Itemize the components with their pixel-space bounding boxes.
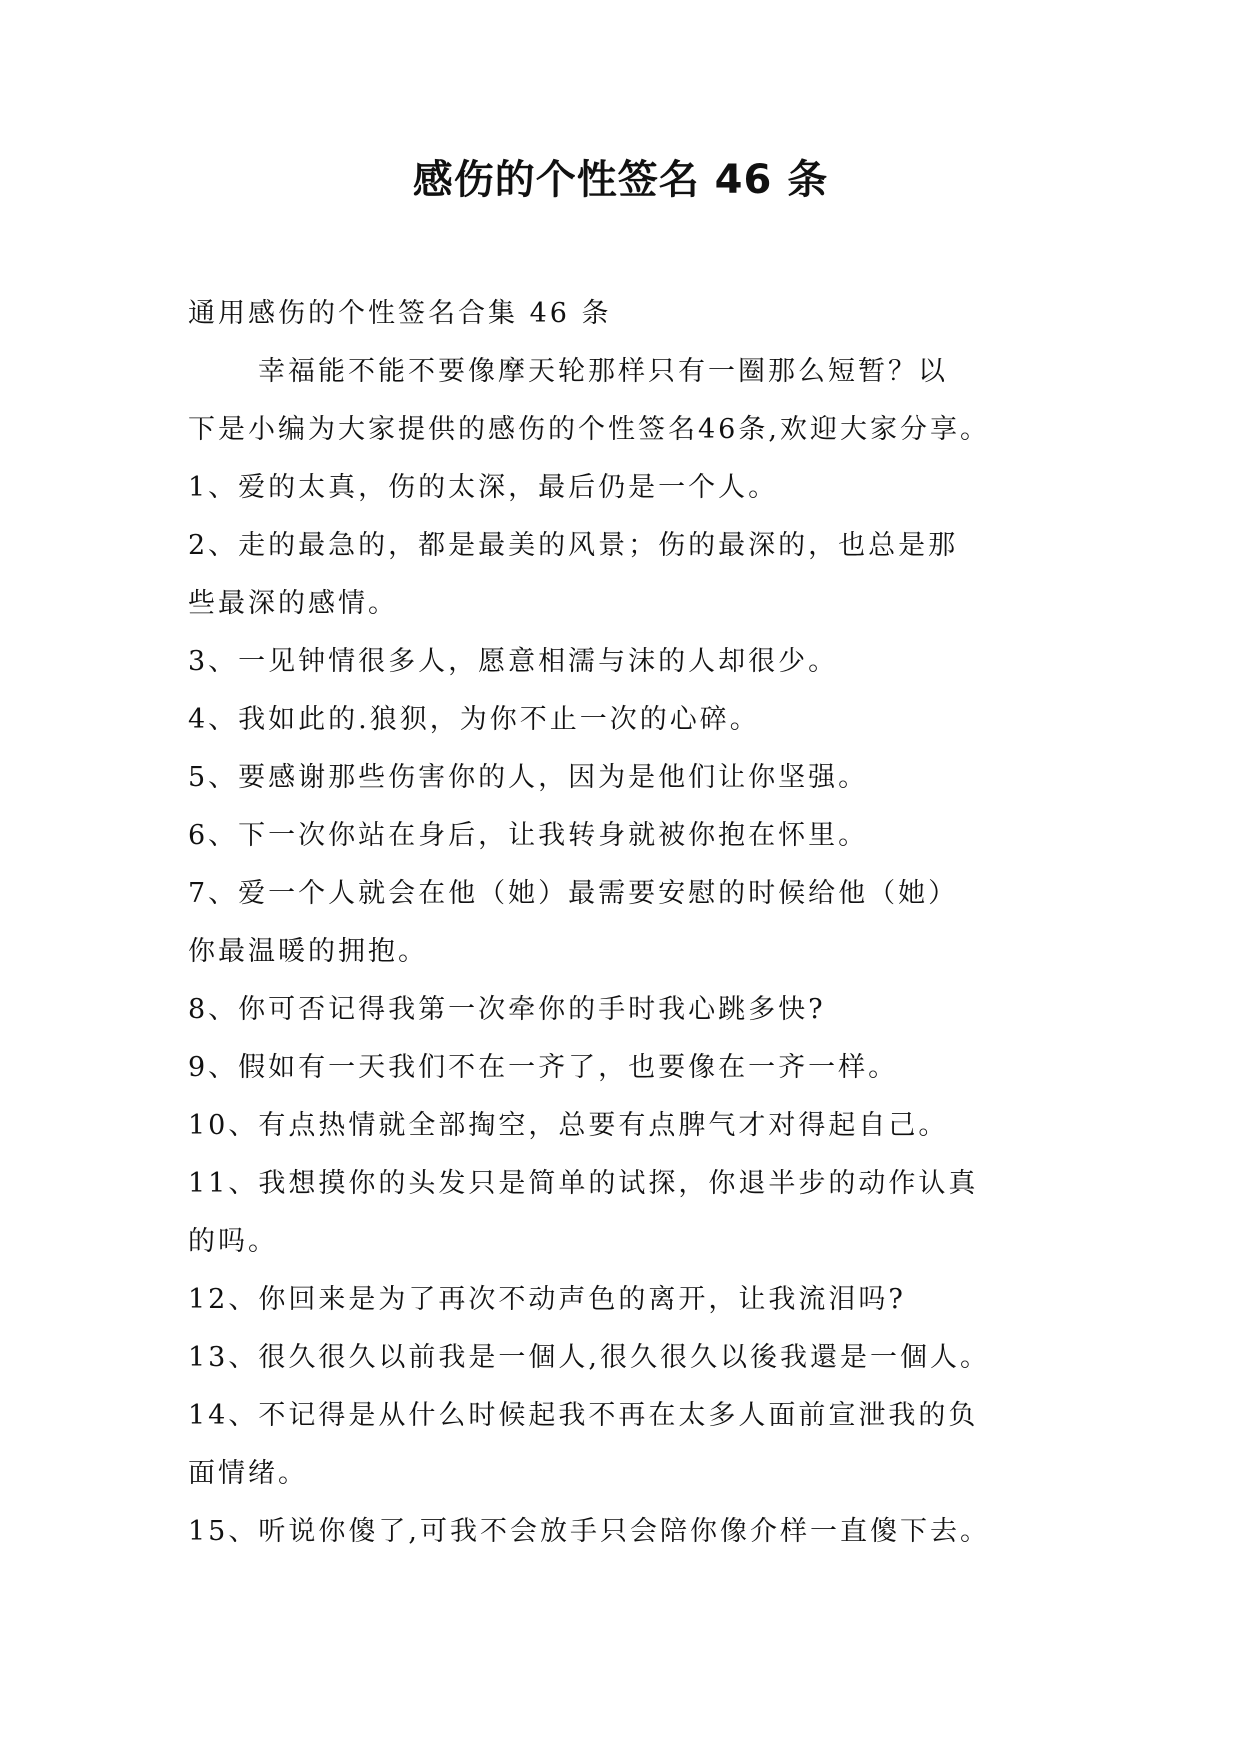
signature-line: 8、你可否记得我第一次牵你的手时我心跳多快?: [188, 994, 826, 1025]
document-subtitle: 通用感伤的个性签名合集 46 条: [188, 298, 612, 329]
signature-line: 6、下一次你站在身后，让我转身就被你抱在怀里。: [188, 820, 869, 851]
signature-line: 12、你回来是为了再次不动声色的离开，让我流泪吗?: [188, 1284, 906, 1315]
signature-line: 14、不记得是从什么时候起我不再在太多人面前宣泄我的负: [188, 1400, 979, 1431]
signature-line: 13、很久很久以前我是一個人,很久很久以後我還是一個人。: [188, 1342, 990, 1373]
intro-line: 幸福能不能不要像摩天轮那样只有一圈那么短暂？以: [258, 356, 948, 387]
signature-line: 的吗。: [188, 1226, 278, 1257]
intro-line: 下是小编为大家提供的感伤的个性签名46条,欢迎大家分享。: [188, 414, 990, 445]
signature-line: 面情绪。: [188, 1458, 308, 1489]
signature-line: 11、我想摸你的头发只是简单的试探，你退半步的动作认真: [188, 1168, 979, 1199]
signature-line: 9、假如有一天我们不在一齐了，也要像在一齐一样。: [188, 1052, 899, 1083]
signature-line: 些最深的感情。: [188, 588, 398, 619]
signature-line: 1、爱的太真，伤的太深，最后仍是一个人。: [188, 472, 779, 503]
signature-line: 4、我如此的.狼狈，为你不止一次的心碎。: [188, 704, 760, 735]
signature-line: 你最温暖的拥抱。: [188, 936, 428, 967]
signature-line: 3、一见钟情很多人，愿意相濡与沫的人却很少。: [188, 646, 839, 677]
signature-line: 10、有点热情就全部掏空，总要有点脾气才对得起自己。: [188, 1110, 949, 1141]
document-title: 感伤的个性签名 46 条: [412, 157, 829, 203]
document-body: [188, 285, 1068, 1561]
signature-line: 5、要感谢那些伤害你的人，因为是他们让你坚强。: [188, 762, 869, 793]
signature-line: 15、听说你傻了,可我不会放手只会陪你像介样一直傻下去。: [188, 1516, 990, 1547]
signature-line: 2、走的最急的，都是最美的风景；伤的最深的，也总是那: [188, 530, 959, 561]
signature-line: 7、爱一个人就会在他（她）最需要安慰的时候给他（她）: [188, 878, 959, 909]
